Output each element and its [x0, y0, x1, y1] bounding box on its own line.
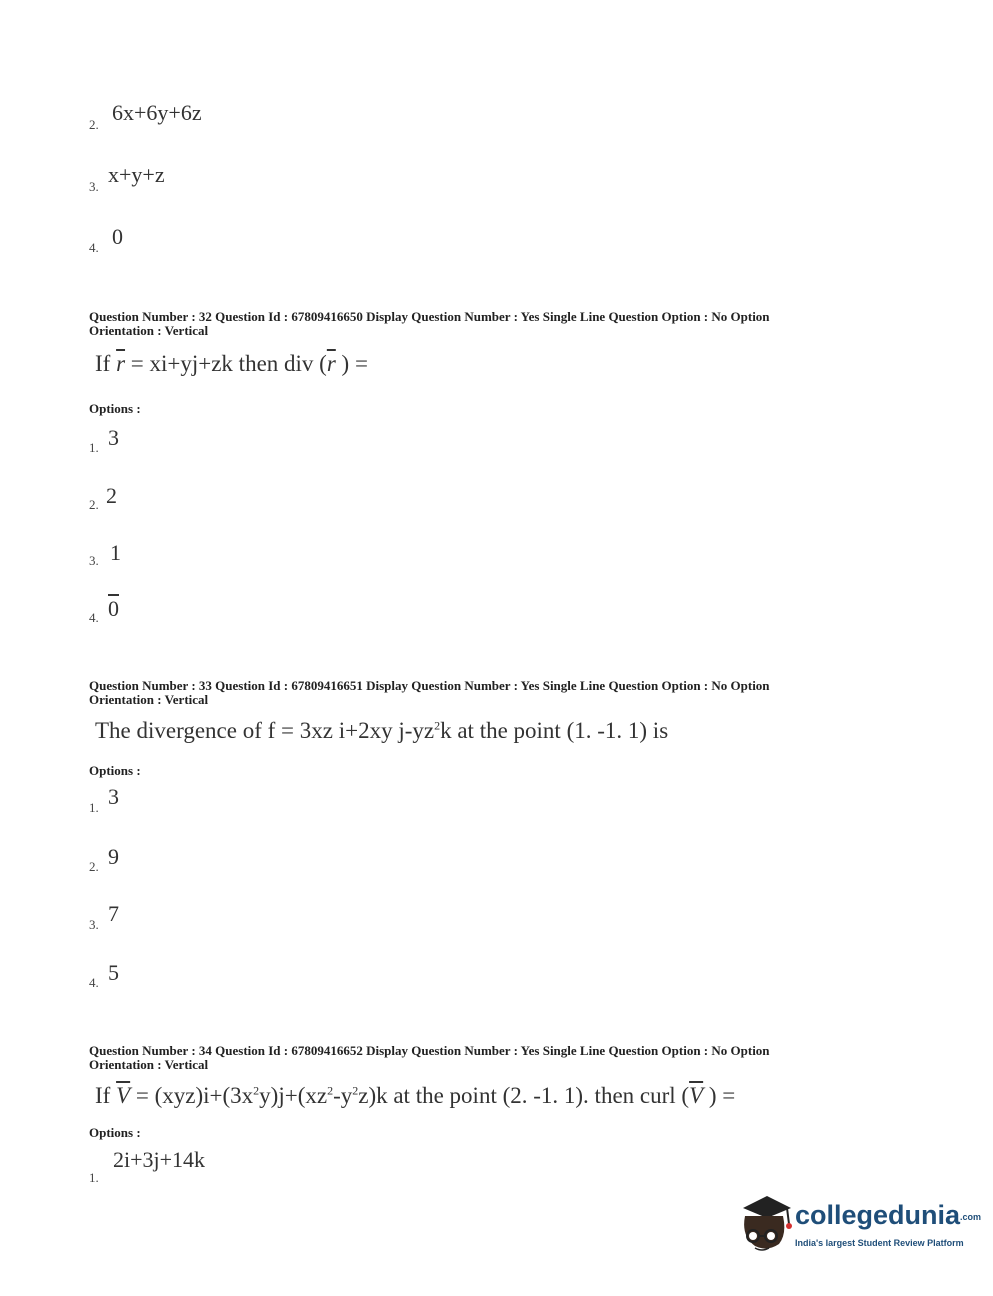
vector-symbol: $\overline{r}$ [116, 351, 126, 376]
meta-line: Question Number : 33 Question Id : 67809416651 Display Question Number : Yes Single Line Question Option : No Option [89, 678, 770, 693]
option-number: 1. [89, 440, 99, 455]
option-number: 2. [89, 117, 99, 132]
brand-tagline: India's largest Student Review Platform [795, 1238, 964, 1248]
q-part: The divergence of f = 3xz i+2xy j-yz [95, 718, 435, 743]
option-number: 3. [89, 917, 99, 932]
q-part: If [95, 1083, 117, 1108]
option-text: 7 [108, 901, 119, 926]
option-number: 1. [89, 1170, 99, 1185]
q-part: If [95, 351, 117, 376]
meta-line: Orientation : Vertical [89, 323, 209, 338]
brand-text: collegedunia [795, 1200, 961, 1230]
question-text [95, 718, 668, 744]
superscript: 2 [327, 1083, 334, 1098]
options-label: Options : [89, 1125, 141, 1140]
q-part: z)k at the point (2. -1. 1). then curl ( [358, 1083, 690, 1108]
meta-line: Orientation : Vertical [89, 1057, 209, 1072]
option-number: 2. [89, 859, 99, 874]
q-part: = xi+yj+zk then div ( [125, 351, 327, 376]
q-part: ) = [335, 351, 368, 376]
option-text: 5 [108, 960, 119, 985]
question-text [95, 351, 368, 377]
option-text: 6x+6y+6z [112, 100, 202, 125]
option-text: 0 [112, 224, 123, 249]
option-number: 2. [89, 497, 99, 512]
meta-line: Question Number : 32 Question Id : 67809416650 Display Question Number : Yes Single Line Question Option : No Option [89, 309, 770, 324]
superscript: 2 [352, 1083, 359, 1098]
q-part: = (xyz)i+(3x [130, 1083, 254, 1108]
question-meta [89, 679, 889, 707]
options-label: Options : [89, 763, 141, 778]
option-number: 4. [89, 975, 99, 990]
q-part: -y [333, 1083, 353, 1108]
options-label: Options : [89, 401, 141, 416]
option-text: 9 [108, 844, 119, 869]
q-part: ) = [703, 1083, 736, 1108]
q-part: k at the point (1. -1. 1) is [440, 718, 669, 743]
option-number: 4. [89, 240, 99, 255]
option-text: 2i+3j+14k [113, 1147, 206, 1172]
q-part: y)j+(xz [259, 1083, 328, 1108]
vector-symbol: $\overline{V}$ [689, 1083, 704, 1108]
meta-line: Orientation : Vertical [89, 692, 209, 707]
option-number: 3. [89, 179, 99, 194]
meta-line: Question Number : 34 Question Id : 67809416652 Display Question Number : Yes Single Line Question Option : No Option [89, 1043, 770, 1058]
option-number: 3. [89, 553, 99, 568]
collegedunia-logo [735, 1188, 982, 1258]
superscript: 2 [434, 718, 441, 733]
option-number: 1. [89, 800, 99, 815]
question-text [95, 1083, 735, 1109]
brand-suffix: .com [960, 1211, 982, 1222]
question-meta [89, 310, 889, 338]
brand-name [795, 1200, 981, 1231]
option-text: 3 [108, 425, 119, 450]
vector-symbol: $\overline{V}$ [116, 1083, 131, 1108]
option-text: 2 [106, 483, 117, 508]
option-text: 1 [110, 540, 121, 565]
question-meta [89, 1044, 889, 1072]
superscript: 2 [253, 1083, 260, 1098]
option-text: x+y+z [108, 162, 165, 187]
option-number: 4. [89, 610, 99, 625]
vector-symbol: $\overline{r}$ [326, 351, 336, 376]
mascot-icon [735, 1188, 795, 1258]
option-text: 0 [108, 596, 119, 621]
option-text: 3 [108, 784, 119, 809]
